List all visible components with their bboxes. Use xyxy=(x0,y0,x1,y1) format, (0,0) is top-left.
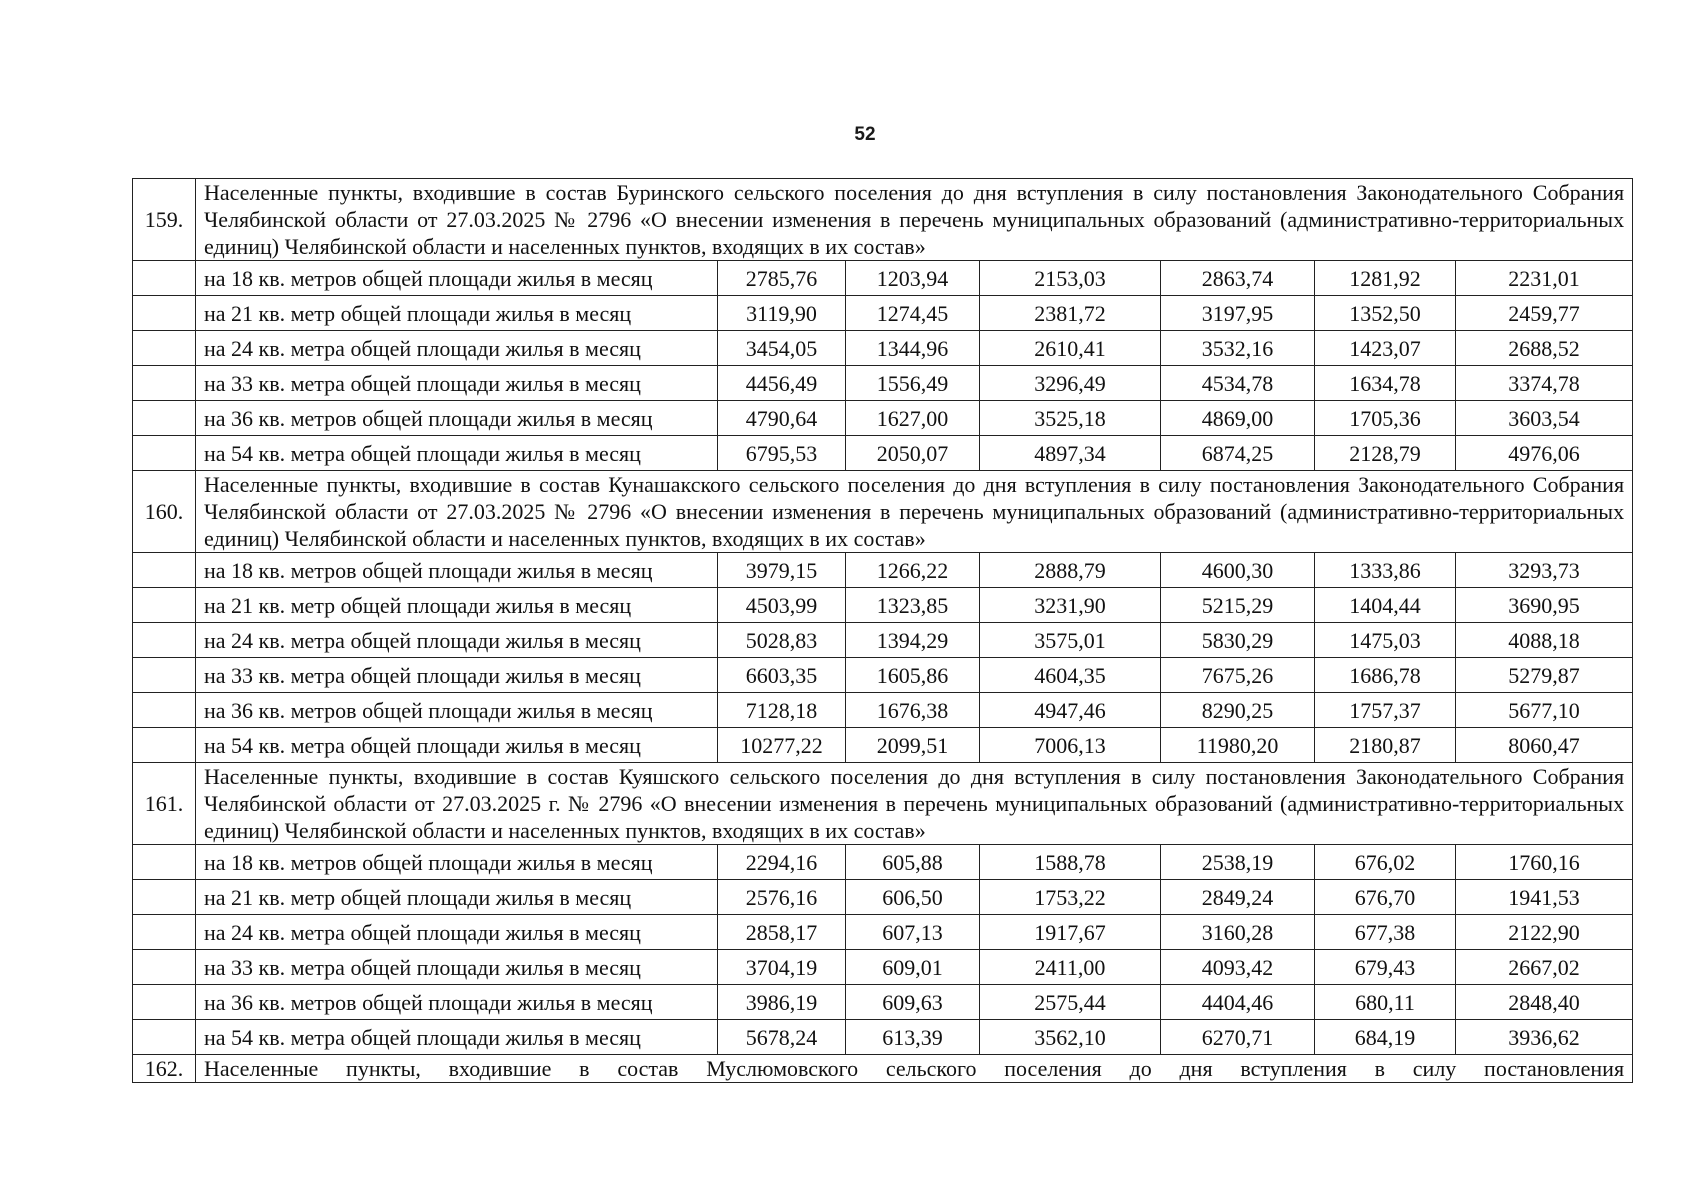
value-cell: 1475,03 xyxy=(1315,623,1456,658)
section-header-row xyxy=(133,1055,1633,1083)
table-row xyxy=(133,728,1633,763)
table-row xyxy=(133,553,1633,588)
value-cell: 3979,15 xyxy=(718,553,846,588)
table-row xyxy=(133,880,1633,915)
value-cell: 5677,10 xyxy=(1456,693,1633,728)
value-cell: 7675,26 xyxy=(1161,658,1315,693)
section-description: Населенные пункты, входившие в состав Кунашакского сельского поселения до дня вступления в силу постановления Законодательного Собрания Челябинской области от 27.03.2025 № 2796 «О внесении изменения в перечень муниципальных образований (административно-территориальных единиц) Челябинской области и населенных пунктов, входящих в их состав» xyxy=(196,471,1633,553)
empty-number-cell xyxy=(133,588,196,623)
value-cell: 3296,49 xyxy=(980,366,1161,401)
row-label: на 18 кв. метров общей площади жилья в месяц xyxy=(196,261,718,296)
table-row xyxy=(133,401,1633,436)
value-cell: 1676,38 xyxy=(846,693,980,728)
value-cell: 5678,24 xyxy=(718,1020,846,1055)
row-label: на 54 кв. метра общей площади жилья в месяц xyxy=(196,1020,718,1055)
table-row xyxy=(133,623,1633,658)
row-label: на 33 кв. метра общей площади жилья в месяц xyxy=(196,366,718,401)
value-cell: 2294,16 xyxy=(718,845,846,880)
empty-number-cell xyxy=(133,985,196,1020)
value-cell: 3197,95 xyxy=(1161,296,1315,331)
value-cell: 1760,16 xyxy=(1456,845,1633,880)
row-label: на 33 кв. метра общей площади жилья в месяц xyxy=(196,658,718,693)
value-cell: 5279,87 xyxy=(1456,658,1633,693)
table-row xyxy=(133,845,1633,880)
value-cell: 3454,05 xyxy=(718,331,846,366)
section-description: Населенные пункты, входившие в состав Буринского сельского поселения до дня вступления в силу постановления Законодательного Собрания Челябинской области от 27.03.2025 № 2796 «О внесении изменения в перечень муниципальных образований (административно-территориальных единиц) Челябинской области и населенных пунктов, входящих в их состав» xyxy=(196,179,1633,261)
value-cell: 1941,53 xyxy=(1456,880,1633,915)
value-cell: 4534,78 xyxy=(1161,366,1315,401)
value-cell: 7128,18 xyxy=(718,693,846,728)
empty-number-cell xyxy=(133,880,196,915)
value-cell: 6874,25 xyxy=(1161,436,1315,471)
table-row xyxy=(133,296,1633,331)
row-label: на 36 кв. метров общей площади жилья в месяц xyxy=(196,401,718,436)
value-cell: 1605,86 xyxy=(846,658,980,693)
value-cell: 4897,34 xyxy=(980,436,1161,471)
empty-number-cell xyxy=(133,915,196,950)
value-cell: 2459,77 xyxy=(1456,296,1633,331)
table-row xyxy=(133,366,1633,401)
value-cell: 1423,07 xyxy=(1315,331,1456,366)
row-label: на 18 кв. метров общей площади жилья в месяц xyxy=(196,553,718,588)
value-cell: 2667,02 xyxy=(1456,950,1633,985)
value-cell: 676,70 xyxy=(1315,880,1456,915)
value-cell: 2538,19 xyxy=(1161,845,1315,880)
row-label: на 24 кв. метра общей площади жилья в месяц xyxy=(196,331,718,366)
row-label: на 36 кв. метров общей площади жилья в месяц xyxy=(196,985,718,1020)
section-number: 161. xyxy=(133,763,196,845)
value-cell: 609,63 xyxy=(846,985,980,1020)
empty-number-cell xyxy=(133,366,196,401)
value-cell: 3690,95 xyxy=(1456,588,1633,623)
value-cell: 8290,25 xyxy=(1161,693,1315,728)
row-label: на 21 кв. метр общей площади жилья в месяц xyxy=(196,588,718,623)
empty-number-cell xyxy=(133,1020,196,1055)
value-cell: 684,19 xyxy=(1315,1020,1456,1055)
value-cell: 5215,29 xyxy=(1161,588,1315,623)
value-cell: 2231,01 xyxy=(1456,261,1633,296)
value-cell: 3532,16 xyxy=(1161,331,1315,366)
value-cell: 2849,24 xyxy=(1161,880,1315,915)
section-number: 160. xyxy=(133,471,196,553)
value-cell: 1266,22 xyxy=(846,553,980,588)
empty-number-cell xyxy=(133,261,196,296)
value-cell: 2785,76 xyxy=(718,261,846,296)
row-label: на 54 кв. метра общей площади жилья в месяц xyxy=(196,436,718,471)
value-cell: 1588,78 xyxy=(980,845,1161,880)
value-cell: 1917,67 xyxy=(980,915,1161,950)
value-cell: 3160,28 xyxy=(1161,915,1315,950)
value-cell: 11980,20 xyxy=(1161,728,1315,763)
table-row xyxy=(133,436,1633,471)
row-label: на 18 кв. метров общей площади жилья в месяц xyxy=(196,845,718,880)
value-cell: 3936,62 xyxy=(1456,1020,1633,1055)
value-cell: 3575,01 xyxy=(980,623,1161,658)
value-cell: 3562,10 xyxy=(980,1020,1161,1055)
value-cell: 5028,83 xyxy=(718,623,846,658)
value-cell: 605,88 xyxy=(846,845,980,880)
table-row xyxy=(133,658,1633,693)
value-cell: 679,43 xyxy=(1315,950,1456,985)
tariff-table xyxy=(132,178,1633,1083)
value-cell: 2099,51 xyxy=(846,728,980,763)
empty-number-cell xyxy=(133,296,196,331)
section-description: Населенные пункты, входившие в состав Куяшского сельского поселения до дня вступления в силу постановления Законодательного Собрания Челябинской области от 27.03.2025 г. № 2796 «О внесении изменения в перечень муниципальных образований (административно-территориальных единиц) Челябинской области и населенных пунктов, входящих в их состав» xyxy=(196,763,1633,845)
value-cell: 1323,85 xyxy=(846,588,980,623)
empty-number-cell xyxy=(133,845,196,880)
value-cell: 613,39 xyxy=(846,1020,980,1055)
row-label: на 54 кв. метра общей площади жилья в месяц xyxy=(196,728,718,763)
value-cell: 4947,46 xyxy=(980,693,1161,728)
value-cell: 2180,87 xyxy=(1315,728,1456,763)
section-header-row xyxy=(133,179,1633,261)
value-cell: 2128,79 xyxy=(1315,436,1456,471)
value-cell: 1634,78 xyxy=(1315,366,1456,401)
section-number: 162. xyxy=(133,1055,196,1083)
value-cell: 4503,99 xyxy=(718,588,846,623)
value-cell: 7006,13 xyxy=(980,728,1161,763)
value-cell: 4790,64 xyxy=(718,401,846,436)
row-label: на 36 кв. метров общей площади жилья в месяц xyxy=(196,693,718,728)
value-cell: 609,01 xyxy=(846,950,980,985)
value-cell: 1404,44 xyxy=(1315,588,1456,623)
row-label: на 33 кв. метра общей площади жилья в месяц xyxy=(196,950,718,985)
empty-number-cell xyxy=(133,623,196,658)
value-cell: 1274,45 xyxy=(846,296,980,331)
page-number: 52 xyxy=(854,124,876,145)
value-cell: 3704,19 xyxy=(718,950,846,985)
value-cell: 4604,35 xyxy=(980,658,1161,693)
value-cell: 4088,18 xyxy=(1456,623,1633,658)
value-cell: 606,50 xyxy=(846,880,980,915)
table-row xyxy=(133,331,1633,366)
value-cell: 1352,50 xyxy=(1315,296,1456,331)
value-cell: 1394,29 xyxy=(846,623,980,658)
value-cell: 3603,54 xyxy=(1456,401,1633,436)
section-header-row xyxy=(133,471,1633,553)
value-cell: 6795,53 xyxy=(718,436,846,471)
table-row xyxy=(133,1020,1633,1055)
value-cell: 1757,37 xyxy=(1315,693,1456,728)
value-cell: 1333,86 xyxy=(1315,553,1456,588)
value-cell: 2848,40 xyxy=(1456,985,1633,1020)
value-cell: 3374,78 xyxy=(1456,366,1633,401)
empty-number-cell xyxy=(133,658,196,693)
empty-number-cell xyxy=(133,950,196,985)
value-cell: 680,11 xyxy=(1315,985,1456,1020)
value-cell: 5830,29 xyxy=(1161,623,1315,658)
value-cell: 2153,03 xyxy=(980,261,1161,296)
value-cell: 676,02 xyxy=(1315,845,1456,880)
value-cell: 2122,90 xyxy=(1456,915,1633,950)
value-cell: 677,38 xyxy=(1315,915,1456,950)
empty-number-cell xyxy=(133,553,196,588)
value-cell: 3119,90 xyxy=(718,296,846,331)
value-cell: 2610,41 xyxy=(980,331,1161,366)
row-label: на 21 кв. метр общей площади жилья в месяц xyxy=(196,880,718,915)
value-cell: 6603,35 xyxy=(718,658,846,693)
value-cell: 6270,71 xyxy=(1161,1020,1315,1055)
empty-number-cell xyxy=(133,693,196,728)
empty-number-cell xyxy=(133,331,196,366)
table-row xyxy=(133,985,1633,1020)
value-cell: 8060,47 xyxy=(1456,728,1633,763)
section-header-row xyxy=(133,763,1633,845)
value-cell: 2050,07 xyxy=(846,436,980,471)
empty-number-cell xyxy=(133,401,196,436)
table-row xyxy=(133,261,1633,296)
table-row xyxy=(133,588,1633,623)
value-cell: 2575,44 xyxy=(980,985,1161,1020)
section-number: 159. xyxy=(133,179,196,261)
row-label: на 21 кв. метр общей площади жилья в месяц xyxy=(196,296,718,331)
value-cell: 2863,74 xyxy=(1161,261,1315,296)
value-cell: 2381,72 xyxy=(980,296,1161,331)
value-cell: 1627,00 xyxy=(846,401,980,436)
value-cell: 3525,18 xyxy=(980,401,1161,436)
value-cell: 2576,16 xyxy=(718,880,846,915)
value-cell: 1556,49 xyxy=(846,366,980,401)
value-cell: 4976,06 xyxy=(1456,436,1633,471)
value-cell: 2688,52 xyxy=(1456,331,1633,366)
value-cell: 4600,30 xyxy=(1161,553,1315,588)
table-row xyxy=(133,915,1633,950)
section-description: Населенные пункты, входившие в состав Муслюмовского сельского поселения до дня вступления в силу постановления xyxy=(196,1055,1633,1083)
value-cell: 3231,90 xyxy=(980,588,1161,623)
value-cell: 2858,17 xyxy=(718,915,846,950)
value-cell: 10277,22 xyxy=(718,728,846,763)
value-cell: 4456,49 xyxy=(718,366,846,401)
value-cell: 1203,94 xyxy=(846,261,980,296)
value-cell: 2888,79 xyxy=(980,553,1161,588)
row-label: на 24 кв. метра общей площади жилья в месяц xyxy=(196,623,718,658)
value-cell: 2411,00 xyxy=(980,950,1161,985)
value-cell: 3293,73 xyxy=(1456,553,1633,588)
table-row xyxy=(133,950,1633,985)
value-cell: 3986,19 xyxy=(718,985,846,1020)
value-cell: 4093,42 xyxy=(1161,950,1315,985)
value-cell: 4869,00 xyxy=(1161,401,1315,436)
row-label: на 24 кв. метра общей площади жилья в месяц xyxy=(196,915,718,950)
table-row xyxy=(133,693,1633,728)
value-cell: 1705,36 xyxy=(1315,401,1456,436)
empty-number-cell xyxy=(133,728,196,763)
value-cell: 1344,96 xyxy=(846,331,980,366)
value-cell: 1686,78 xyxy=(1315,658,1456,693)
value-cell: 1281,92 xyxy=(1315,261,1456,296)
table-body xyxy=(133,179,1633,1083)
value-cell: 1753,22 xyxy=(980,880,1161,915)
value-cell: 4404,46 xyxy=(1161,985,1315,1020)
empty-number-cell xyxy=(133,436,196,471)
value-cell: 607,13 xyxy=(846,915,980,950)
